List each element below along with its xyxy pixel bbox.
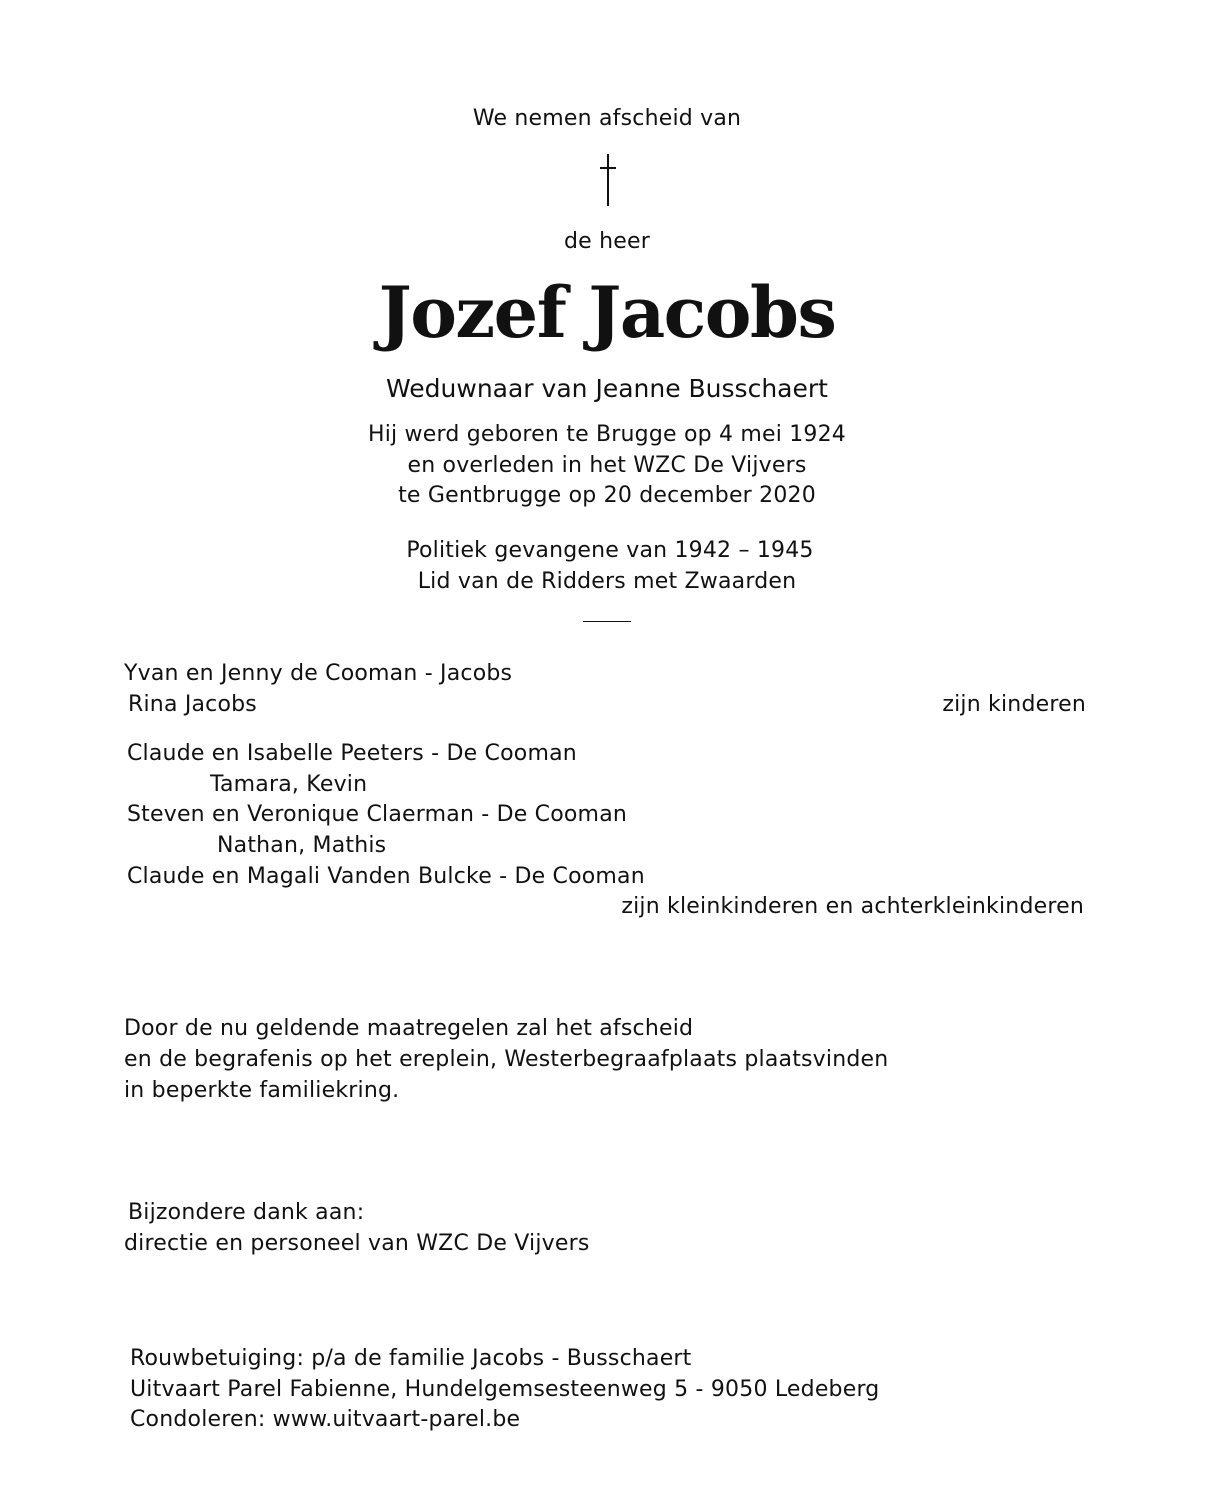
death-line-2: te Gentbrugge op 20 december 2020 [398, 483, 816, 508]
notice-line-1: Door de nu geldende maatregelen zal het afscheid [124, 1016, 694, 1041]
death-line-1: en overleden in het WZC De Vijvers [407, 453, 807, 478]
child-2: Rina Jacobs [128, 692, 257, 717]
cross-icon [600, 154, 616, 206]
grandchildren-label: zijn kleinkinderen en achterkleinkinderen [621, 894, 1084, 919]
spouse-line: Weduwnaar van Jeanne Busschaert [386, 374, 828, 403]
funeral-home: Uitvaart Parel Fabienne, Hundelgemsesteenweg 5 - 9050 Ledeberg [130, 1377, 880, 1402]
grandchild-line-1: Claude en Isabelle Peeters - De Cooman [127, 741, 577, 766]
condolence-website: Condoleren: www.uitvaart-parel.be [130, 1407, 521, 1432]
thanks-heading: Bijzondere dank aan: [128, 1200, 365, 1225]
notice-line-3: in beperkte familiekring. [124, 1078, 400, 1103]
honorific: de heer [564, 229, 650, 254]
deceased-name: Jozef Jacobs [378, 271, 836, 354]
political-prisoner-note: Politiek gevangene van 1942 – 1945 [406, 538, 814, 563]
great-grandchildren-2: Nathan, Mathis [217, 833, 387, 858]
intro-text: We nemen afscheid van [472, 106, 742, 131]
children-label: zijn kinderen [942, 692, 1086, 717]
thanks-text: directie en personeel van WZC De Vijvers [124, 1231, 590, 1256]
knights-note: Lid van de Ridders met Zwaarden [417, 569, 797, 594]
great-grandchildren-1: Tamara, Kevin [210, 772, 368, 797]
condolence-address: Rouwbetuiging: p/a de familie Jacobs - Busschaert [130, 1346, 692, 1371]
notice-line-2: en de begrafenis op het ereplein, Westerbegraafplaats plaatsvinden [124, 1047, 889, 1072]
birth-line: Hij werd geboren te Brugge op 4 mei 1924 [367, 422, 847, 447]
child-1: Yvan en Jenny de Cooman - Jacobs [124, 661, 513, 686]
grandchild-line-2: Steven en Veronique Claerman - De Cooman [127, 802, 628, 827]
separator-line [583, 621, 631, 622]
grandchild-line-3: Claude en Magali Vanden Bulcke - De Cooman [127, 864, 645, 889]
